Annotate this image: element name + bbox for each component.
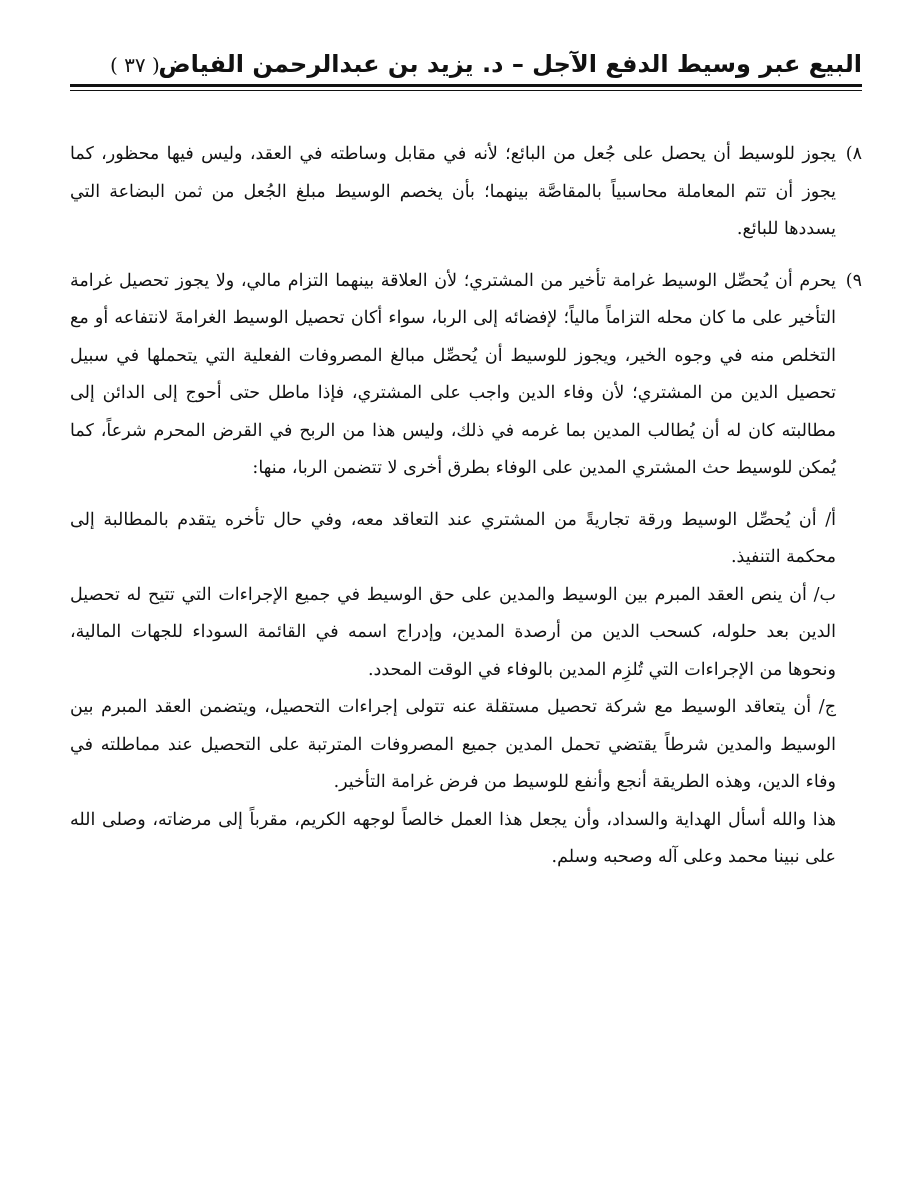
- sub-item-label: ج/: [818, 697, 836, 717]
- closing-paragraph: هذا والله أسأل الهداية والسداد، وأن يجعل هذا العمل خالصاً لوجهه الكريم، مقرباً إلى مرضاته، وصلى الله على نبينا محمد وعلى آله وصحبه وسلم.: [70, 809, 836, 867]
- header-rule-thin: [70, 90, 862, 91]
- item-number: ٨): [845, 144, 862, 164]
- sub-item-a: [70, 502, 862, 577]
- sub-item-b: [70, 577, 862, 690]
- sub-item-text: أن يتعاقد الوسيط مع شركة تحصيل مستقلة عنه تتولى إجراءات التحصيل، ويتضمن العقد المبرم بين الوسيط والمدين شرطاً يقتضي تحمل المدين جميع المصروفات المترتبة على التحصيل عند مماطلته في وفاء الدين، وهذه الطريقة أنجع وأنفع للوسيط من فرض غرامة التأخير.: [70, 697, 836, 792]
- header-rule-thick: [70, 84, 862, 87]
- sub-item-label: أ/: [825, 509, 836, 530]
- header-title: البيع عبر وسيط الدفع الآجل – د. يزيد بن عبدالرحمن الفياض: [158, 50, 862, 78]
- item-number: ٩): [845, 270, 862, 291]
- item-paragraph: يجوز للوسيط أن يحصل على جُعل من البائع؛ لأنه في مقابل وساطته في العقد، وليس فيها محظور، كما يجوز أن تتم المعاملة محاسبياً بالمقاصَّة بينهما؛ بأن يخصم الوسيط مبلغ الجُعل من ثمن البضاعة التي يسددها للبائع.: [70, 144, 836, 239]
- sub-item-c: [70, 689, 862, 802]
- running-header: [70, 0, 862, 92]
- numbered-item-9: [70, 263, 862, 488]
- numbered-item-8: [70, 136, 862, 249]
- sub-item-text: أن يُحصِّل الوسيط ورقة تجاريةً من المشتري عند التعاقد معه، وفي حال تأخره يتقدم بالمطالبة إلى محكمة التنفيذ.: [70, 509, 836, 567]
- sub-item-text: أن ينص العقد المبرم بين الوسيط والمدين على حق الوسيط في جميع الإجراءات التي تتيح له تحصيل الدين بعد حلوله، كسحب الدين من أرصدة المدين، وإدراج اسمه في القائمة السوداء للجهات المالية، ونحوها من الإجراءات التي تُلزِم المدين بالوفاء في الوقت المحدد.: [70, 584, 836, 680]
- item-paragraph: يحرم أن يُحصِّل الوسيط غرامة تأخير من المشتري؛ لأن العلاقة بينهما التزام مالي، ولا يجوز تحصيل غرامة التأخير على ما كان محله التزاماً مالياً؛ لإفضائه إلى الربا، سواء أكان تحصيل الوسيط الغرامةَ لانتفاعه أو مع التخلص منه في وجوه الخير، ويجوز للوسيط أن يُحصِّل مبالغ المصروفات الفعلية التي يتحملها في سبيل تحصيل الدين من المشتري؛ لأن وفاء الدين واجب على المشتري، فإذا ماطل حتى أحوج إلى الدائن إلى مطالبته كان له أن يُطالب المدين بما غرمه في ذلك، وليس هذا من الربح في القرض المحرم شرعاً، كما يُمكن للوسيط حث المشتري المدين على الوفاء بطرق أخرى لا تتضمن الربا، منها:: [70, 270, 836, 478]
- page-number: ( ٣٧ ): [110, 53, 160, 77]
- sub-item-label: ب/: [813, 584, 836, 605]
- body-text: [70, 136, 862, 877]
